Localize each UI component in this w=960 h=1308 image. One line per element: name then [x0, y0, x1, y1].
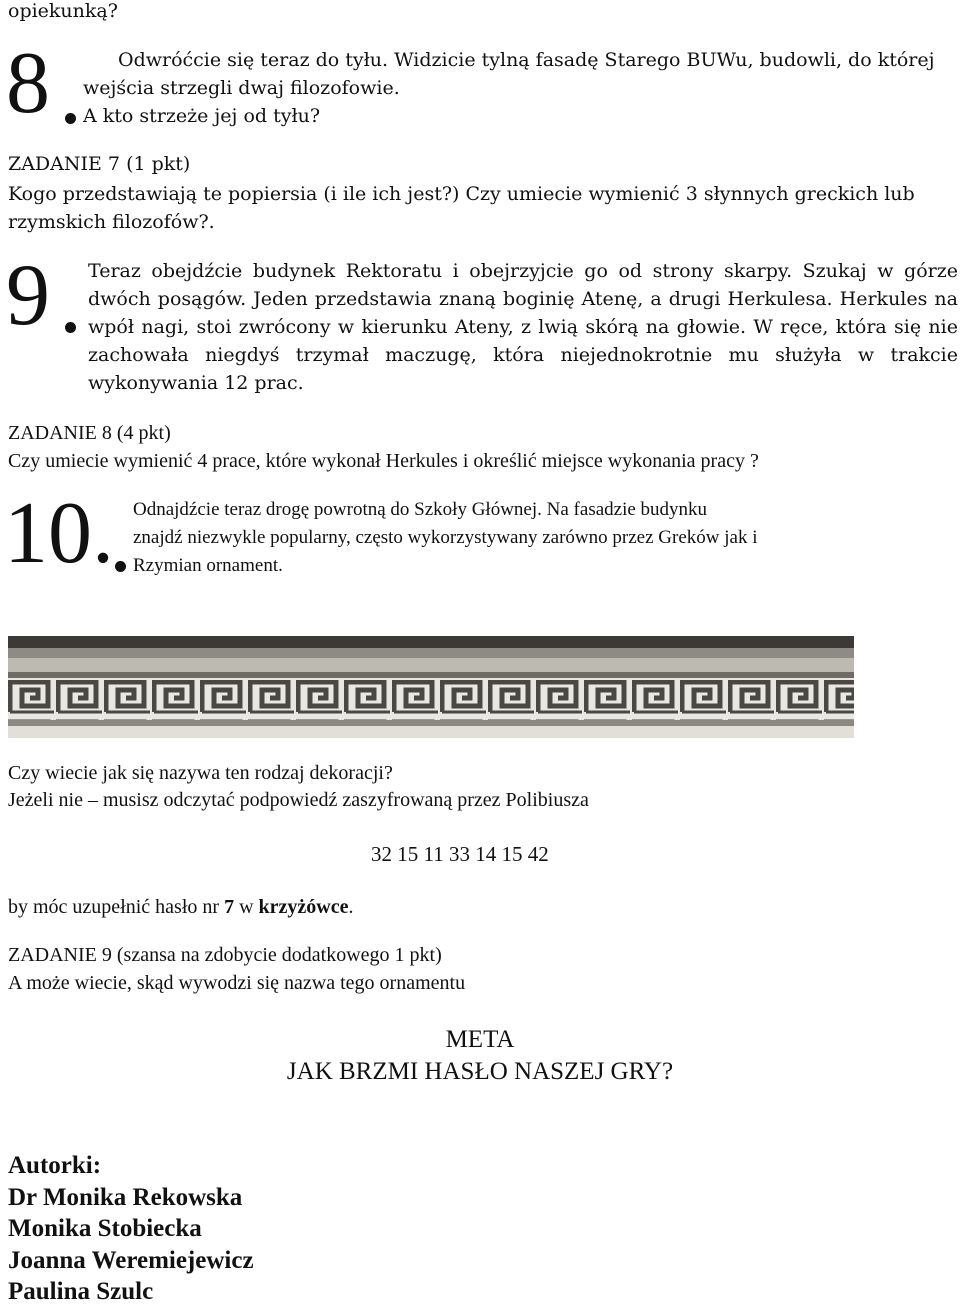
question-line-3 — [8, 893, 353, 921]
section-10-line-2: znajdź niezwykle popularny, często wykorzystywany zarówno przez Greków jak i — [133, 527, 758, 548]
section-8-line-3: A kto strzeże jej od tyłu? — [83, 105, 321, 127]
top-fragment: opiekunką? — [8, 0, 118, 22]
question-line-3-end: . — [348, 896, 354, 918]
task-7-heading — [8, 150, 190, 178]
author-name: Dr Monika Rekowska — [8, 1184, 243, 1211]
meta-title: META — [445, 1026, 515, 1053]
author-name: Joanna Weremiejewicz — [8, 1247, 254, 1274]
question-line-3-text: w — [234, 896, 259, 918]
task-7-line-2: rzymskich filozofów?. — [8, 211, 215, 233]
section-10-line-1: Odnajdźcie teraz drogę powrotną do Szkoły Głównej. Na fasadzie budynku — [133, 499, 708, 520]
section-8-number: 8 — [6, 35, 50, 132]
task-8-points: (4 pkt) — [116, 422, 171, 444]
task-7-points: (1 pkt) — [126, 153, 191, 175]
question-line-3-text: by móc uzupełnić hasło nr — [8, 896, 225, 918]
section-9-number: 9 — [6, 247, 50, 344]
author-name: Monika Stobiecka — [8, 1215, 202, 1242]
meta-question: JAK BRZMI HASŁO NASZEJ GRY? — [286, 1058, 674, 1085]
section-9-text — [8, 257, 958, 397]
question-line-1: Czy wiecie jak się nazywa ten rodzaj dekoracji? — [8, 762, 393, 784]
crossword-number: 7 — [224, 896, 235, 918]
bullet-icon — [65, 113, 76, 124]
task-8-label: ZADANIE 8 — [8, 422, 112, 444]
task-8-text: Czy umiecie wymienić 4 prace, które wykonał Herkules i określić miejsce wykonania pracy ? — [8, 450, 759, 472]
author-name: Paulina Szulc — [8, 1278, 154, 1305]
section-8-line-1: Odwróćcie się teraz do tyłu. Widzicie tylną fasadę Starego BUWu, budowli, do której — [118, 49, 935, 71]
authors-heading: Autorki: — [8, 1152, 102, 1179]
task-9-text: A może wiecie, skąd wywodzi się nazwa tego ornamentu — [8, 972, 466, 994]
task-9-label: ZADANIE 9 — [8, 944, 112, 966]
polybius-code: 32 15 11 33 14 15 42 — [371, 842, 549, 866]
bullet-icon — [115, 561, 126, 572]
task-9-points: (szansa na zdobycie dodatkowego 1 pkt) — [116, 944, 442, 966]
task-8-heading — [8, 419, 171, 447]
meander-ornament-photo — [8, 636, 854, 738]
task-7-label: ZADANIE 7 — [8, 153, 121, 175]
task-7-line-1: Kogo przedstawiają te popiersia (i ile ich jest?) Czy umiecie wymienić 3 słynnych greckich lub — [8, 183, 915, 205]
section-8-line-2: wejścia strzegli dwaj filozofowie. — [83, 77, 400, 99]
section-10-number: 10. — [4, 485, 114, 582]
crossword-word: krzyżówce — [258, 896, 349, 918]
question-line-2: Jeżeli nie – musisz odczytać podpowiedź zaszyfrowaną przez Polibiusza — [8, 789, 589, 811]
section-9-paragraph: Teraz obejdźcie budynek Rektoratu i obejrzyjcie go od strony skarpy. Szukaj w górze dwóch posągów. Jeden przedstawia znaną boginię Atenę, a drugi Herkulesa. Herkules na wpół nagi, stoi zwrócony w kierunku Ateny, z lwią skórą na głowie. W ręce, która się nie zachowała niegdyś trzymał maczugę, która niejednokrotnie mu służyła w trakcie wykonywania 12 prac. — [88, 260, 958, 394]
section-10-line-3: Rzymian ornament. — [133, 555, 283, 576]
task-9-heading — [8, 941, 442, 969]
